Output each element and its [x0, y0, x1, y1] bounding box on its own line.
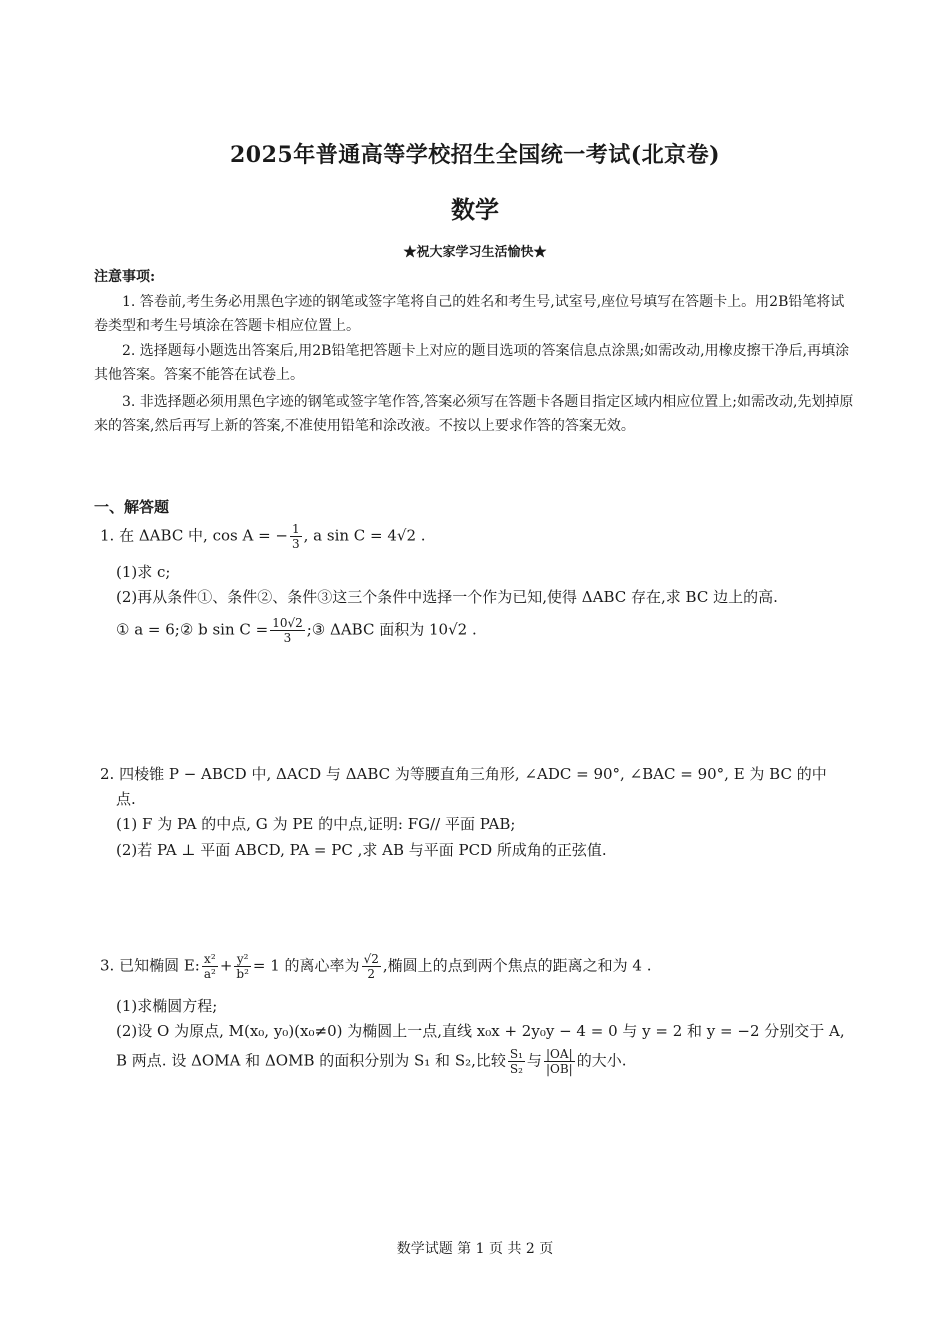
notice-heading: 注意事项: [94, 269, 156, 285]
fraction-numerator: 1 [292, 522, 300, 536]
question-3-part-1: (1)求椭圆方程; [116, 997, 218, 1015]
question-2-stem: 2. 四棱锥 P − ABCD 中, ΔACD 与 ΔABC 为等腰直角三角形, ∠ADC = 90°, ∠BAC = 90°, E 为 BC 的中 [100, 765, 827, 783]
question-2-stem-cont: 点. [116, 790, 136, 808]
notice-item-1: 1. 答卷前,考生务必用黑色字迹的钢笔或签字笔将自己的姓名和考生号,试室号,座位号填写在答题卡上。用2B铅笔将试卷类型和考生号填涂在答题卡相应位置上。 [94, 294, 845, 334]
question-2-part-1: (1) F 为 PA 的中点, G 为 PE 的中点,证明: FG// 平面 PAB; [116, 815, 516, 833]
fraction-numerator: |OA| [544, 1047, 575, 1062]
fraction [362, 952, 381, 981]
q3-part-2-text: 的大小. [576, 1051, 627, 1070]
q1-conditions-part: ① a = 6;② b sin C = [116, 620, 269, 639]
fraction [234, 952, 251, 981]
question-1-part-2: (2)再从条件①、条件②、条件③这三个条件中选择一个作为已知,使得 ΔABC 存在,求 BC 边上的高. [116, 588, 778, 606]
q1-stem-part: , a sin C = 4√2 . [303, 526, 426, 545]
fraction-denominator: b² [236, 967, 249, 981]
question-3-part-2-cont [116, 1047, 626, 1076]
q3-part-2-text: B 两点. 设 ΔOMA 和 ΔOMB 的面积分别为 S₁ 和 S₂,比较 [116, 1051, 506, 1070]
q3-part-2-text: 与 [526, 1051, 542, 1070]
fraction-numerator: √2 [363, 952, 379, 966]
fraction [508, 1047, 525, 1076]
q3-stem-part: 3. 已知椭圆 E: [100, 956, 200, 975]
fraction-numerator: S₁ [509, 1047, 523, 1061]
fraction-denominator: S₂ [509, 1062, 523, 1076]
exam-title: 2025年普通高等学校招生全国统一考试(北京卷) [229, 142, 721, 168]
subject-title: 数学 [451, 195, 499, 224]
plus-sign: + [219, 956, 233, 975]
fraction-denominator: 3 [292, 537, 300, 551]
fraction-denominator: |OB| [545, 1062, 573, 1076]
q1-conditions-part: ;③ ΔABC 面积为 10√2 . [306, 620, 477, 639]
question-1-stem [100, 522, 426, 551]
q3-stem-part: ,椭圆上的点到两个焦点的距离之和为 4 . [382, 956, 652, 975]
section-heading: 一、解答题 [94, 498, 170, 516]
q3-stem-part: = 1 的离心率为 [252, 956, 360, 975]
question-3-stem [100, 952, 651, 981]
notice-item-3: 3. 非选择题必须用黑色字迹的钢笔或签字笔作答,答案必须写在答题卡各题目指定区域内相应位置上;如需改动,先划掉原来的答案,然后再写上新的答案,不准使用铅笔和涂改液。不按以上要求作答的答案无效。 [94, 394, 854, 434]
fraction [202, 952, 218, 981]
fraction-numerator: 10√2 [272, 616, 303, 630]
fraction [544, 1047, 575, 1076]
fraction-denominator: a² [203, 967, 216, 981]
notice-item-2: 2. 选择题每小题选出答案后,用2B铅笔把答题卡上对应的题目选项的答案信息点涂黑;如需改动,用橡皮擦干净后,再填涂其他答案。答案不能答在试卷上。 [94, 343, 850, 383]
question-2-part-2: (2)若 PA ⊥ 平面 ABCD, PA = PC ,求 AB 与平面 PCD 所成角的正弦值. [116, 841, 607, 859]
fraction [290, 522, 302, 551]
fraction-denominator: 3 [283, 631, 292, 645]
fraction-numerator: y² [234, 952, 251, 967]
fraction [270, 616, 305, 645]
motto: ★祝大家学习生活愉快★ [403, 245, 547, 260]
question-3-part-2: (2)设 O 为原点, M(x₀, y₀)(x₀≠0) 为椭圆上一点,直线 x₀x + 2y₀y − 4 = 0 与 y = 2 和 y = −2 分别交于 A, [116, 1022, 845, 1040]
question-1-conditions [116, 616, 477, 645]
page-footer: 数学试题 第 1 页 共 2 页 [396, 1241, 554, 1257]
fraction-numerator: x² [202, 952, 218, 967]
question-1-part-1: (1)求 c; [116, 563, 171, 581]
q1-stem-part: 1. 在 ΔABC 中, cos A = − [100, 526, 288, 545]
fraction-denominator: 2 [367, 967, 376, 981]
